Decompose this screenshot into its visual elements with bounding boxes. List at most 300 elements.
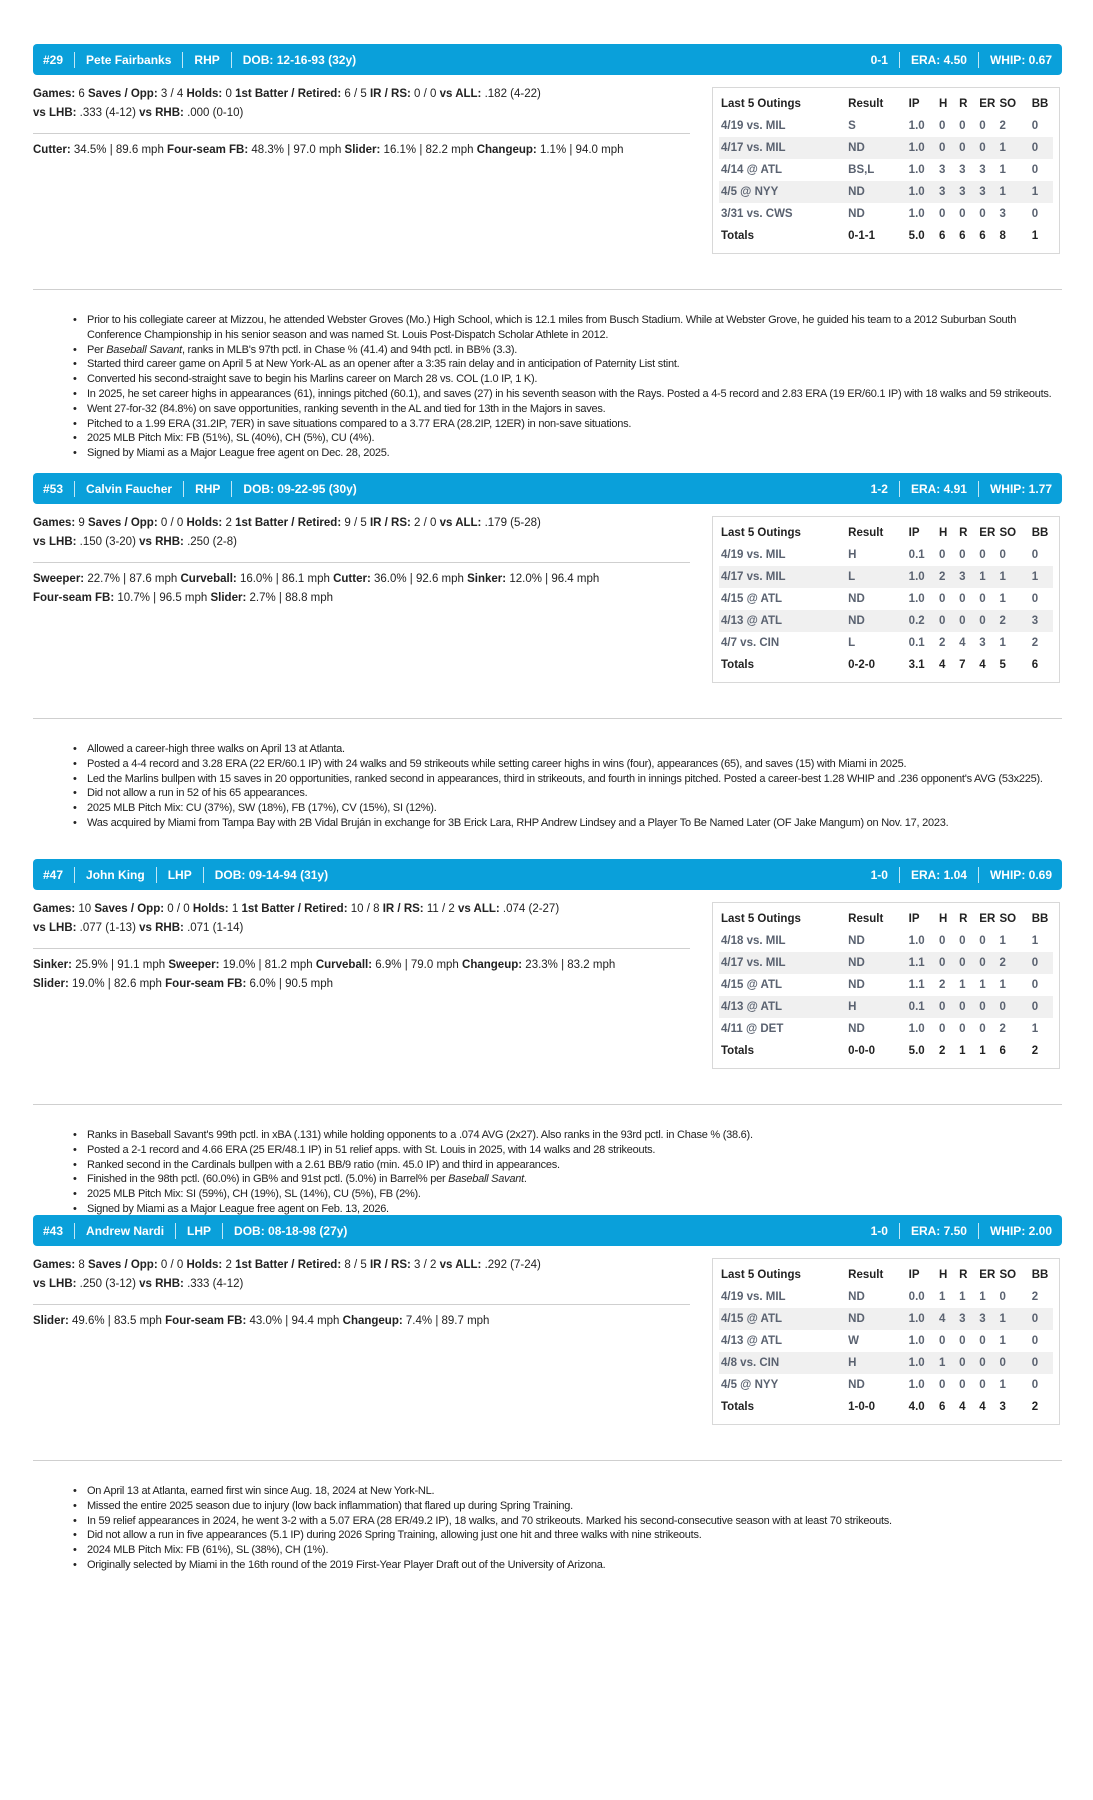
stat-line (33, 104, 693, 123)
note-item (87, 1158, 1062, 1173)
note-text: 2025 MLB Pitch Mix: SI (59%), CH (19%), SL (14%), CU (5%), FB (2%). (87, 1188, 421, 1201)
table-cell: 1 (999, 637, 1006, 649)
column-header: Result (848, 98, 884, 110)
stat-label: Saves / Opp: (88, 1259, 158, 1271)
table-row (719, 115, 1053, 137)
totals-cell: 8 (999, 230, 1006, 242)
stat-label: IR / RS: (369, 517, 411, 529)
totals-cell: Totals (721, 659, 755, 671)
pitch-label: Sweeper: (33, 573, 85, 585)
table-cell: 4/15 @ ATL (721, 979, 783, 991)
pitcher-section (33, 473, 1062, 829)
table-cell: 1.0 (908, 1352, 938, 1374)
note-item (87, 1187, 1062, 1202)
pitch-label: Changeup: (476, 144, 537, 156)
stat-label: 1st Batter / Retired: (235, 517, 342, 529)
pitch-value: 6.9% | 79.0 mph (375, 959, 459, 971)
note-text: On April 13 at Atlanta, earned first win since Aug. 18, 2024 at New York-NL. (87, 1485, 435, 1497)
pitch-label: Four-seam FB: (167, 144, 249, 156)
stat-label: Saves / Opp: (88, 88, 158, 100)
table-cell: 0 (1031, 164, 1039, 176)
table-cell: 0 (978, 996, 998, 1018)
stat-value: 3 / 4 (160, 88, 184, 100)
note-item (87, 357, 1062, 372)
table-cell: L (848, 637, 856, 649)
pitch-mix (33, 1312, 723, 1331)
era: ERA: 1.04 (910, 867, 967, 882)
stat-value: 6 / 5 (344, 88, 367, 100)
table-cell: 1.0 (908, 1335, 925, 1347)
pitch-value: 25.9% | 91.1 mph (75, 959, 166, 971)
stat-value: 0 / 0 (167, 903, 190, 915)
table-cell: 0 (959, 593, 966, 605)
stat-value: 2 / 0 (414, 517, 437, 529)
column-header: SO (999, 1269, 1017, 1281)
table-cell: ND (848, 1291, 865, 1303)
stat-value: 0 (225, 88, 232, 100)
note-item (87, 372, 1062, 387)
table-cell: 4/13 @ ATL (721, 1335, 783, 1347)
table-cell: 4/14 @ ATL (721, 164, 783, 176)
stat-label: vs RHB: (139, 922, 184, 934)
pitch-value: 34.5% | 89.6 mph (73, 144, 164, 156)
stat-label: vs LHB: (33, 107, 77, 119)
table-cell: 0 (978, 137, 998, 159)
pitch-line (33, 141, 723, 160)
totals-cell: 4 (979, 659, 986, 671)
table-row (719, 588, 1053, 610)
table-cell: S (848, 120, 856, 132)
table-cell: 1 (959, 1291, 966, 1303)
table-cell: 1 (1031, 935, 1039, 947)
table-cell: 1 (978, 566, 998, 588)
table-row (719, 181, 1053, 203)
note-text: Ranked second in the Cardinals bullpen with a 2.61 BB/9 ratio (min. 45.0 IP) and third in appearances. (87, 1158, 560, 1171)
stat-label: IR / RS: (369, 1259, 411, 1271)
notes-list (87, 1128, 1062, 1217)
table-cell: 1 (999, 1335, 1006, 1347)
note-text: Signed by Miami as a Major League free agent on Dec. 28, 2025. (87, 447, 390, 460)
table-cell: 1.0 (908, 120, 925, 132)
column-header: SO (999, 913, 1017, 925)
note-text: Went 27-for-32 (84.8%) on save opportunities, ranking seventh in the AL and tied for 13th in the Majors in saves. (87, 402, 606, 415)
table-row (719, 1330, 1053, 1352)
table-cell: 0 (978, 610, 998, 632)
table-cell: 0 (958, 137, 978, 159)
pitcher-body (33, 75, 1062, 289)
table-cell: ND (848, 1023, 865, 1035)
pitch-line (33, 956, 723, 975)
pitch-value: 36.0% | 92.6 mph (373, 573, 464, 585)
table-cell: 0 (999, 1291, 1006, 1303)
note-text: Prior to his collegiate career at Mizzou, he attended Webster Groves (Mo.) High School, which is 12.1 miles from Busch Stadium. While at Webster Grove, he guided his team to a 2012 Suburban South Conference Championship in his senior season and was named St. Louis Post-Dispatch Scholar Athlete in 2012. (87, 314, 1017, 341)
note-text: In 59 relief appearances in 2024, he went 3-2 with a 5.07 ERA (28 ER/49.2 IP), 18 walks, and 70 strikeouts. Marked his second-consecutive season with at least 70 strikeouts. (87, 1514, 892, 1527)
table-cell: 4/18 vs. MIL (721, 935, 786, 947)
totals-row (719, 1396, 1053, 1418)
note-item (87, 1172, 1062, 1187)
stat-value: .179 (5-28) (484, 517, 541, 529)
table-cell: ND (848, 979, 865, 991)
table-cell: ND (847, 181, 908, 203)
pitcher-section (33, 44, 1062, 460)
stat-value: .150 (3-20) (79, 536, 136, 548)
stat-value: .250 (3-12) (79, 1278, 136, 1290)
totals-cell: 6 (938, 1401, 946, 1413)
pitch-value: 48.3% | 97.0 mph (251, 144, 342, 156)
column-header: IP (908, 527, 920, 539)
table-cell: 2 (1031, 637, 1039, 649)
table-row (719, 974, 1053, 996)
stat-value: 8 (78, 1259, 85, 1271)
table-row (719, 1374, 1053, 1396)
last-5-outings-table (712, 1258, 1060, 1425)
column-header: BB (1031, 527, 1049, 539)
pitcher-body (33, 504, 1062, 718)
table-cell: 0 (938, 120, 946, 132)
column-header: BB (1031, 913, 1049, 925)
stat-value: 0 / 0 (160, 1259, 184, 1271)
table-cell: 3 (958, 1308, 978, 1330)
throws: LHP (187, 1223, 212, 1238)
stat-label: vs ALL: (439, 517, 482, 529)
table-cell: 0 (938, 996, 958, 1018)
season-stats (33, 900, 693, 938)
totals-cell: 4 (979, 1401, 986, 1413)
table-cell: 1 (999, 935, 1006, 947)
table-cell: 1 (998, 566, 1030, 588)
table-cell: 1.0 (908, 566, 938, 588)
note-text: 2025 MLB Pitch Mix: FB (51%), SL (40%), CH (5%), CU (4%). (87, 432, 375, 445)
totals-row (719, 225, 1053, 247)
table-cell: 3/31 vs. CWS (721, 208, 793, 220)
column-header: R (959, 913, 968, 925)
throws: RHP (194, 52, 220, 67)
table-cell: 4/15 @ ATL (721, 593, 783, 605)
column-header: H (938, 98, 948, 110)
note-text: Started third career game on April 5 at New York-AL as an opener after a 3:35 rain delay and in anticipation of Paternity List stint. (87, 358, 680, 371)
table-cell: 0 (1031, 996, 1053, 1018)
stat-value: 0 / 0 (160, 517, 184, 529)
stat-value: 6 (78, 88, 85, 100)
table-cell: 4/19 vs. MIL (721, 120, 786, 132)
column-header: IP (908, 1269, 920, 1281)
totals-cell: 4 (938, 659, 946, 671)
season-stats (33, 514, 693, 552)
table-cell: 0 (1031, 1335, 1039, 1347)
table-cell: 2 (998, 952, 1030, 974)
totals-cell: 6 (959, 230, 966, 242)
pitch-value: 2.7% | 88.8 mph (249, 592, 334, 604)
table-row (719, 952, 1053, 974)
note-text: Posted a 2-1 record and 4.66 ERA (25 ER/48.1 IP) in 51 relief apps. with St. Louis in 2025, with 14 walks and 28 strikeouts. (87, 1143, 656, 1156)
season-stats (33, 85, 693, 123)
table-row (719, 1352, 1053, 1374)
stat-label: Games: (33, 517, 76, 529)
table-row (719, 544, 1053, 566)
table-cell: W (848, 1335, 859, 1347)
column-header: Result (848, 913, 884, 925)
stat-label: Saves / Opp: (88, 517, 158, 529)
totals-cell: 5.0 (908, 1045, 925, 1057)
note-item (87, 786, 1062, 801)
table-cell: 2 (999, 120, 1006, 132)
whip: WHIP: 1.77 (989, 481, 1052, 496)
pitch-value: 10.7% | 96.5 mph (117, 592, 208, 604)
note-text: Baseball Savant (106, 343, 182, 356)
note-text: Was acquired by Miami from Tampa Bay with 2B Vidal Bruján in exchange for 3B Erick Lara, RHP Andrew Lindsey and a Player To Be Named Later (OF Jake Mangum) on Nov. 17, 2023. (87, 816, 949, 829)
pitch-label: Four-seam FB: (165, 978, 247, 990)
table-cell: 3 (959, 164, 966, 176)
note-text: Did not allow a run in five appearances (5.1 IP) during 2026 Spring Training, allowing just one hit and three walks with nine strikeouts. (87, 1529, 702, 1542)
note-item (87, 1543, 1062, 1558)
pitch-label: Curveball: (180, 573, 237, 585)
table-cell: 0 (1031, 208, 1039, 220)
whip: WHIP: 2.00 (989, 1223, 1052, 1238)
table-cell: 1 (1031, 181, 1053, 203)
table-cell: 1 (998, 181, 1030, 203)
totals-cell: 1 (959, 1045, 966, 1057)
table-cell: 1.0 (908, 1308, 938, 1330)
totals-cell: Totals (721, 1045, 755, 1057)
table-cell: 4/19 vs. MIL (721, 1291, 786, 1303)
totals-cell: 1 (979, 1045, 986, 1057)
table-cell: 1.0 (908, 208, 925, 220)
jersey-number: #29 (43, 52, 64, 67)
table-cell: 4/7 vs. CIN (721, 637, 780, 649)
totals-cell: Totals (721, 230, 755, 242)
pitcher-section (33, 859, 1062, 1215)
note-item (87, 431, 1062, 446)
totals-cell: 6 (979, 230, 986, 242)
table-cell: 0 (938, 610, 958, 632)
stat-label: Holds: (192, 903, 229, 915)
table-cell: 0 (938, 593, 946, 605)
pitch-label: Sinker: (33, 959, 72, 971)
stat-label: vs RHB: (139, 1278, 184, 1290)
pitch-label: Curveball: (315, 959, 373, 971)
divider (33, 948, 690, 949)
table-cell: 1 (999, 979, 1006, 991)
pitch-label: Sweeper: (168, 959, 220, 971)
totals-cell: 0-1-1 (848, 230, 875, 242)
table-cell: 1 (979, 979, 986, 991)
table-header (719, 1264, 1053, 1286)
note-text: Ranks in Baseball Savant's 99th pctl. in xBA (.131) while holding opponents to a .074 AVG (2x27). Also ranks in the 93rd pctl. in Chase % (38.6). (87, 1129, 753, 1141)
note-item (87, 757, 1062, 772)
table-cell: 0 (998, 1352, 1030, 1374)
totals-cell: 5.0 (908, 230, 925, 242)
table-cell: 1 (1031, 1023, 1039, 1035)
table-cell: L (847, 566, 908, 588)
pitcher-name: Pete Fairbanks (86, 52, 172, 67)
table-cell: ND (847, 1308, 908, 1330)
stat-value: 10 (78, 903, 92, 915)
table-row (719, 566, 1053, 588)
stat-value: .071 (1-14) (187, 922, 244, 934)
column-header: Last 5 Outings (721, 913, 801, 925)
pitcher-name: Calvin Faucher (86, 481, 173, 496)
divider (33, 1104, 1062, 1105)
table-row (719, 1018, 1053, 1040)
table-cell: 3 (999, 208, 1006, 220)
table-cell: 2 (938, 637, 946, 649)
table-cell: 0 (938, 952, 958, 974)
stat-line (33, 919, 693, 938)
stat-value: 2 (225, 517, 232, 529)
note-item (87, 1528, 1062, 1543)
stat-label: vs ALL: (457, 903, 500, 915)
stat-line (33, 533, 693, 552)
stat-value: 10 / 8 (350, 903, 380, 915)
table-cell: 0 (979, 593, 986, 605)
stat-value: 2 (225, 1259, 232, 1271)
stat-value: 9 / 5 (344, 517, 367, 529)
column-header: BB (1031, 1269, 1049, 1281)
table-cell: H (848, 549, 857, 561)
totals-cell: 0-2-0 (848, 659, 875, 671)
note-item (87, 1514, 1062, 1529)
totals-cell: 1-0-0 (848, 1401, 875, 1413)
table-cell: 0 (938, 549, 946, 561)
throws: LHP (167, 867, 192, 882)
notes-list (87, 1484, 1062, 1573)
dob: DOB: 12-16-93 (32y) (242, 52, 357, 67)
table-cell: 1 (998, 137, 1030, 159)
record: 1-0 (870, 1223, 888, 1238)
column-header: H (938, 1269, 948, 1281)
table-cell: 0 (959, 1335, 966, 1347)
table-cell: 0 (1031, 593, 1039, 605)
era: ERA: 7.50 (910, 1223, 967, 1238)
notes-list (87, 313, 1062, 461)
note-text: Originally selected by Miami in the 16th round of the 2019 First-Year Player Draft out of the University of Arizona. (87, 1558, 606, 1571)
table-row (719, 137, 1053, 159)
column-header: Last 5 Outings (721, 98, 801, 110)
dob: DOB: 09-14-94 (31y) (214, 867, 329, 882)
table-row (719, 159, 1053, 181)
table-cell: 4/13 @ ATL (719, 996, 847, 1018)
stat-label: IR / RS: (369, 88, 411, 100)
note-text: Finished in the 98th pctl. (60.0%) in GB% and 91st pctl. (5.0%) in Barrel% per (87, 1173, 449, 1186)
pitch-label: Changeup: (342, 1315, 403, 1327)
totals-row (719, 654, 1053, 676)
record: 1-2 (870, 481, 888, 496)
jersey-number: #47 (43, 867, 64, 882)
table-cell: 3 (978, 1308, 998, 1330)
table-cell: 0 (1031, 120, 1039, 132)
pitch-value: 12.0% | 96.4 mph (509, 573, 600, 585)
table-cell: 0 (979, 208, 986, 220)
table-cell: H (847, 996, 908, 1018)
table-cell: 1 (999, 1379, 1006, 1391)
table-cell: 1 (979, 1291, 986, 1303)
totals-cell: 2 (1031, 1045, 1039, 1057)
table-cell: 1.0 (908, 181, 938, 203)
stat-value: .000 (0-10) (187, 107, 244, 119)
table-row (719, 203, 1053, 225)
table-cell: 3 (938, 181, 958, 203)
table-cell: 0 (978, 1352, 998, 1374)
note-text: Led the Marlins bullpen with 15 saves in 20 opportunities, ranked second in appearances, third in strikeouts, and fourth in innings pitched. Posted a career-best 1.28 WHIP and .236 opponent's AVG (53x225). (87, 772, 1043, 785)
table-cell: 4/17 vs. MIL (719, 566, 847, 588)
table-cell: 0 (979, 1379, 986, 1391)
table-cell: ND (848, 593, 865, 605)
table-cell: 1 (998, 1308, 1030, 1330)
column-header: ER (979, 98, 996, 110)
note-item (87, 1484, 1062, 1499)
divider (33, 289, 1062, 290)
table-cell: 0 (958, 952, 978, 974)
stat-label: 1st Batter / Retired: (235, 1259, 342, 1271)
table-cell: 0 (959, 1379, 966, 1391)
table-cell: 0 (959, 120, 966, 132)
stat-label: IR / RS: (382, 903, 424, 915)
stat-value: .250 (2-8) (187, 536, 237, 548)
column-header: Last 5 Outings (721, 527, 801, 539)
stat-value: 8 / 5 (344, 1259, 367, 1271)
table-cell: 0 (938, 1023, 946, 1035)
note-text: . (523, 1173, 527, 1186)
whip: WHIP: 0.69 (989, 867, 1052, 882)
stat-value: 11 / 2 (426, 903, 455, 915)
whip: WHIP: 0.67 (989, 52, 1052, 67)
table-cell: H (847, 1352, 908, 1374)
table-cell: 0 (959, 935, 966, 947)
stat-label: 1st Batter / Retired: (241, 903, 348, 915)
table-row (719, 930, 1053, 952)
column-header: Result (848, 527, 884, 539)
stat-label: vs LHB: (33, 1278, 77, 1290)
pitch-value: 19.0% | 82.6 mph (72, 978, 162, 990)
jersey-number: #53 (43, 481, 64, 496)
pitch-label: Changeup: (462, 959, 523, 971)
column-header: ER (979, 913, 996, 925)
stat-value: .333 (4-12) (187, 1278, 244, 1290)
table-cell: 0 (1031, 1308, 1053, 1330)
note-item (87, 446, 1062, 461)
stat-line (33, 1256, 693, 1275)
totals-cell: Totals (721, 1401, 755, 1413)
note-text: Allowed a career-high three walks on April 13 at Atlanta. (87, 743, 345, 755)
table-cell: 2 (938, 566, 958, 588)
totals-cell: 6 (1031, 659, 1039, 671)
throws: RHP (195, 481, 221, 496)
pitcher-name: John King (86, 867, 145, 882)
pitch-value: 22.7% | 87.6 mph (87, 573, 178, 585)
table-cell: 3 (958, 181, 978, 203)
pitcher-header (33, 1215, 1062, 1246)
divider (33, 718, 1062, 719)
table-row (719, 632, 1053, 654)
pitch-line (33, 1312, 723, 1331)
column-header: BB (1031, 98, 1049, 110)
table-cell: 0.1 (908, 549, 925, 561)
table-cell: 0 (979, 1335, 986, 1347)
stat-value: 3 / 2 (414, 1259, 437, 1271)
table-cell: 4/5 @ NYY (721, 1379, 779, 1391)
table-cell: 1.1 (908, 952, 938, 974)
pitch-label: Four-seam FB: (165, 1315, 247, 1327)
table-cell: 0 (958, 610, 978, 632)
pitch-label: Slider: (33, 1315, 69, 1327)
note-text: , ranks in MLB's 97th pctl. in Chase % (41.4) and 94th pctl. in BB% (3.3). (181, 343, 518, 356)
note-item (87, 1499, 1062, 1514)
table-cell: 0 (958, 996, 978, 1018)
note-item (87, 1128, 1062, 1143)
table-cell: 2 (998, 610, 1030, 632)
table-cell: ND (847, 952, 908, 974)
table-cell: ND (847, 610, 908, 632)
